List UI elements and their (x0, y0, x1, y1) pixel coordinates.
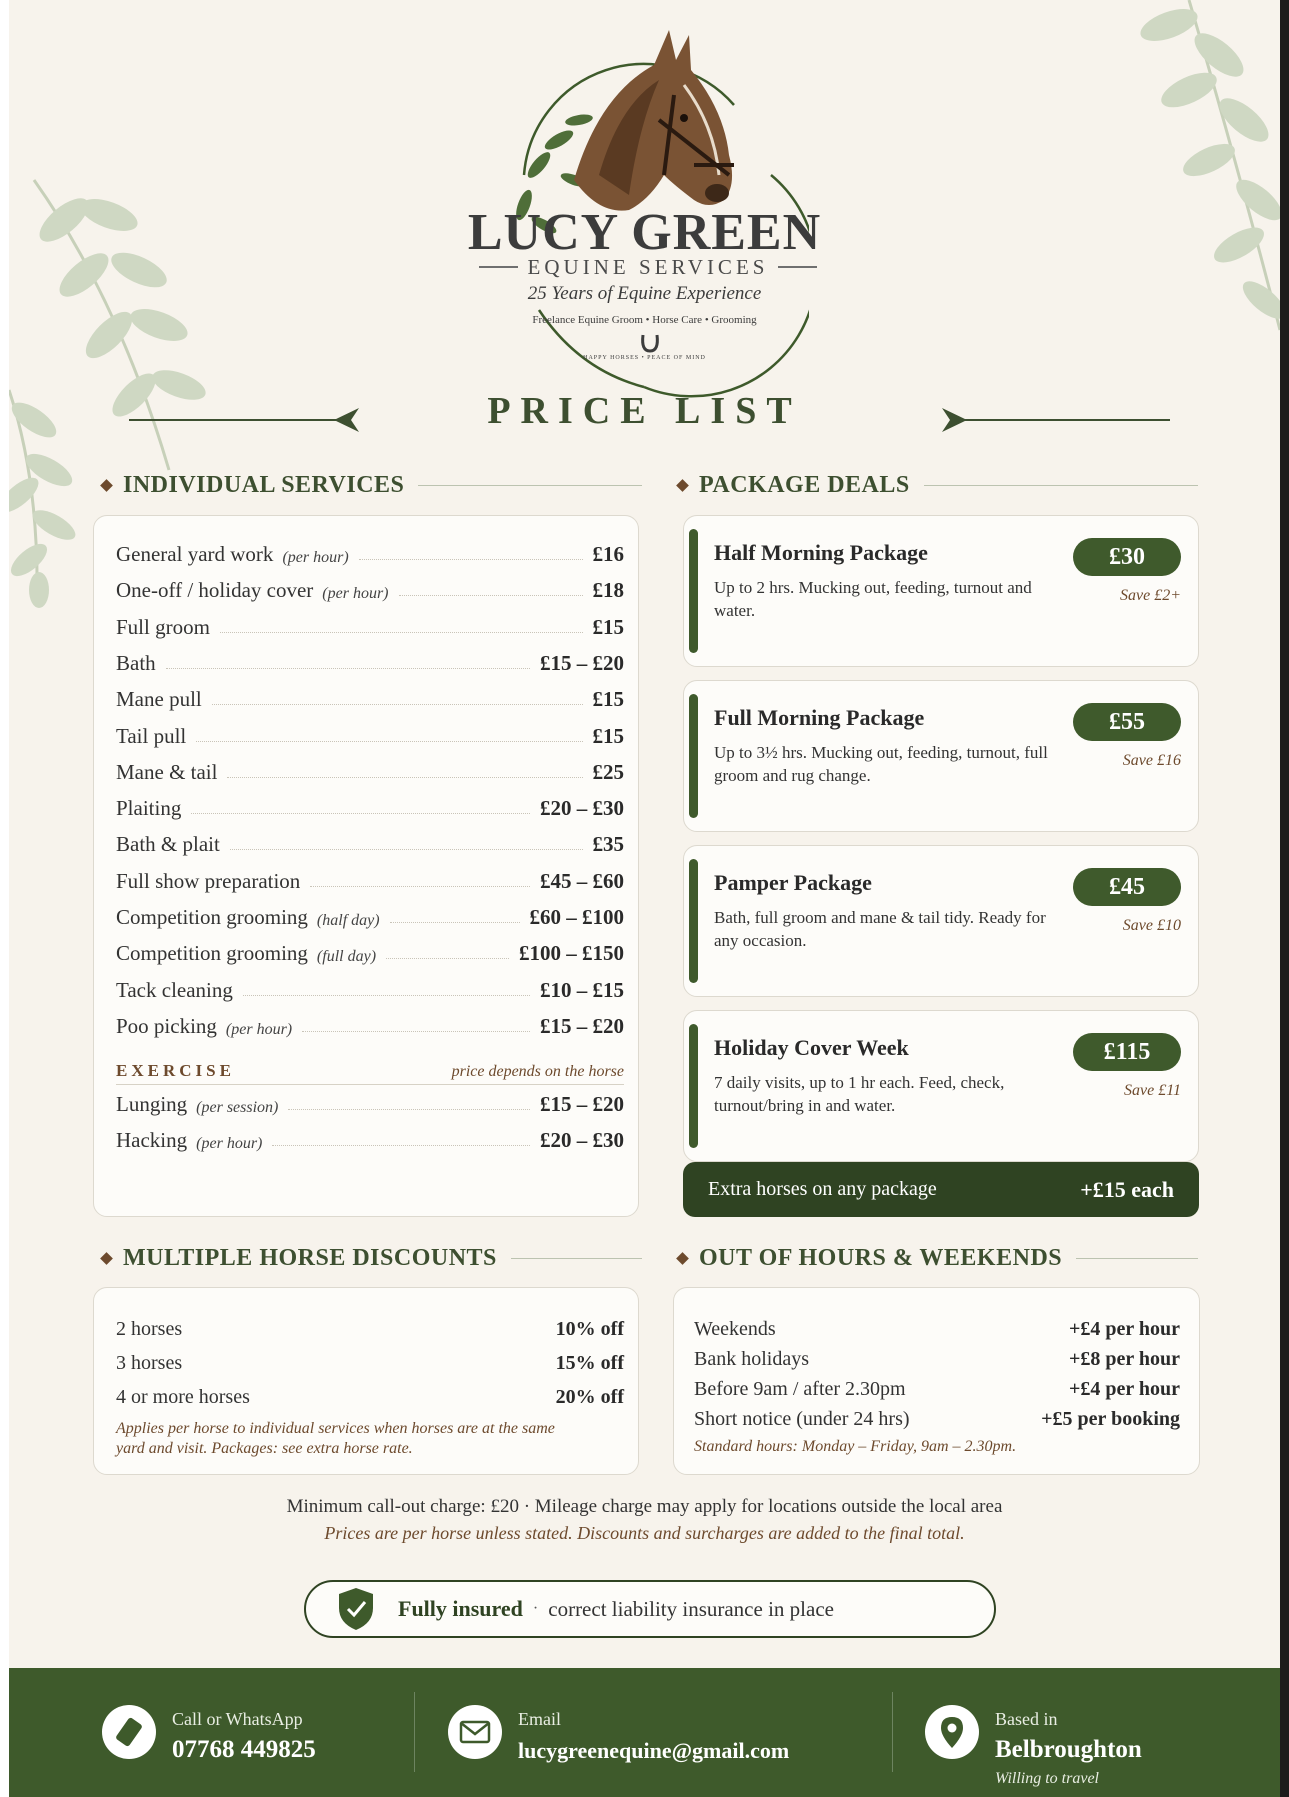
extra-horses-label: Extra horses on any package (708, 1178, 937, 1200)
discount-label: 4 or more horses (116, 1386, 250, 1408)
insured-text: correct liability insurance in place (548, 1596, 834, 1621)
surcharge-label: Bank holidays (694, 1348, 809, 1370)
surcharge-value: +£4 per hour (1068, 1318, 1180, 1340)
service-price: £20 – £30 (540, 796, 624, 821)
package-price-badge: £30 (1073, 538, 1181, 576)
service-row (116, 755, 624, 785)
surcharge-value: +£5 per booking (1041, 1408, 1180, 1430)
package-accent-bar (689, 694, 698, 818)
envelope-icon (448, 1705, 502, 1759)
service-row (116, 973, 624, 1003)
footer-divider (414, 1692, 415, 1772)
horse-head-icon (574, 30, 734, 211)
package-description: Up to 2 hrs. Mucking out, feeding, turnout and water. (714, 578, 1032, 620)
location-pin-icon (925, 1705, 979, 1759)
footer-divider (892, 1692, 893, 1772)
service-note: (per hour) (225, 1020, 293, 1038)
exercise-name: Hacking (116, 1128, 188, 1152)
package-card (683, 680, 1199, 832)
service-price: £100 – £150 (519, 941, 624, 966)
extra-horses-value: +£15 each (1080, 1176, 1174, 1202)
service-price: £15 – £20 (540, 1013, 624, 1038)
exercise-label: EXERCISE (116, 1061, 235, 1080)
service-name: Bath (116, 650, 156, 675)
service-name: One-off / holiday cover (116, 578, 314, 603)
call-out-note: Minimum call-out charge: £20 · Mileage charge may apply for locations outside the local area (286, 1496, 1003, 1517)
price-list-page (9, 0, 1280, 1797)
discount-row (116, 1313, 624, 1341)
service-row (116, 610, 624, 640)
service-price: £15 (592, 687, 624, 712)
exercise-price: £15 – £20 (540, 1092, 624, 1116)
service-note: (half day) (316, 912, 380, 929)
diamond-bullet-icon (676, 479, 689, 492)
service-name: Competition grooming (116, 941, 308, 966)
package-card (683, 845, 1199, 997)
dot-leader (227, 777, 582, 778)
brand-services-line: Freelance Equine Groom • Horse Care • Grooming (532, 314, 757, 326)
location-contact (925, 1668, 1245, 1797)
horseshoe-icon (639, 333, 661, 353)
insured-separator: · (532, 1600, 539, 1617)
service-row (116, 1009, 624, 1039)
package-card (683, 1010, 1199, 1162)
package-savings: Save £11 (1123, 1082, 1181, 1099)
service-row (116, 682, 624, 712)
dot-leader (212, 704, 583, 705)
brand-tiny-line: HAPPY HORSES • PEACE OF MIND (583, 355, 706, 361)
discount-label: 3 horses (116, 1352, 183, 1374)
package-savings: Save £16 (1122, 752, 1181, 769)
package-price-badge: £55 (1073, 703, 1181, 741)
diamond-bullet-icon (100, 1252, 113, 1265)
exercise-header (116, 1055, 624, 1085)
package-description: Bath, full groom and mane & tail tidy. Ready for any occasion. (714, 908, 1046, 950)
service-price: £15 (592, 614, 624, 639)
service-note: (per hour) (282, 549, 349, 566)
package-savings: Save £2+ (1120, 587, 1181, 604)
email-label: Email (518, 1709, 561, 1729)
exercise-note: (per hour) (196, 1135, 263, 1152)
out-of-hours-note: Standard hours: Monday – Friday, 9am – 2.30pm. (694, 1438, 1017, 1455)
service-name: Competition grooming (116, 905, 308, 929)
package-accent-bar (689, 1024, 698, 1148)
package-title: Half Morning Package (714, 540, 928, 565)
package-accent-bar (689, 859, 698, 983)
dot-leader (272, 1145, 530, 1146)
discount-row (116, 1347, 624, 1375)
package-price-badge: £115 (1073, 1033, 1181, 1071)
service-name: Full show preparation (116, 868, 301, 893)
service-price: £60 – £100 (529, 905, 624, 929)
email-address[interactable]: lucygreenequine@gmail.com (518, 1738, 790, 1763)
insured-strong: Fully insured (398, 1596, 523, 1621)
arrow-right-icon (937, 400, 1172, 440)
exercise-note: price depends on the horse (451, 1063, 624, 1080)
brand-logo (9, 0, 1280, 400)
package-description: 7 daily visits, up to 1 hr each. Feed, check, turnout/bring in and water. (714, 1073, 1005, 1115)
exercise-row (116, 1087, 624, 1117)
service-name: Plaiting (116, 796, 182, 821)
package-title: Pamper Package (714, 870, 872, 895)
exercise-row (116, 1123, 624, 1153)
diamond-bullet-icon (100, 479, 113, 492)
page-title: PRICE LIST (487, 390, 802, 432)
package-description: Up to 3½ hrs. Mucking out, feeding, turnout, full groom and rug change. (714, 743, 1048, 785)
service-name: Bath & plait (116, 832, 220, 857)
location-name: Belbroughton (995, 1736, 1142, 1763)
package-accent-bar (689, 529, 698, 653)
dot-leader (220, 632, 583, 633)
brand-name: LUCY GREEN (467, 204, 822, 261)
package-card (683, 515, 1199, 667)
phone-number[interactable]: 07768 449825 (172, 1736, 316, 1763)
section-heading-out-of-hours: OUT OF HOURS & WEEKENDS (678, 1243, 1198, 1273)
dot-leader (191, 813, 530, 814)
service-price: £25 (592, 759, 624, 784)
service-row (116, 573, 624, 603)
discount-row (116, 1381, 624, 1409)
service-row (116, 719, 624, 749)
email-contact[interactable] (448, 1668, 828, 1797)
surcharge-value: +£8 per hour (1068, 1348, 1180, 1370)
service-price: £15 (592, 723, 624, 748)
right-edge (1280, 0, 1289, 1797)
section-heading-individual: INDIVIDUAL SERVICES (102, 470, 642, 500)
dot-leader (310, 886, 530, 887)
service-price: £15 – £20 (540, 650, 624, 675)
exercise-price: £20 – £30 (540, 1128, 624, 1152)
discount-label: 2 horses (116, 1318, 183, 1340)
service-price: £45 – £60 (540, 868, 624, 893)
brand-subtitle: EQUINE SERVICES (527, 254, 769, 279)
service-name: General yard work (116, 542, 274, 566)
service-row (116, 827, 624, 857)
surcharge-row (694, 1343, 1180, 1371)
service-name: Poo picking (116, 1013, 217, 1038)
exercise-note: (per session) (196, 1099, 279, 1116)
discount-value: 15% off (555, 1352, 624, 1374)
phone-icon (102, 1705, 156, 1759)
dot-leader (386, 958, 509, 959)
left-edge (0, 0, 9, 1797)
dot-leader (166, 668, 530, 669)
service-row (116, 791, 624, 821)
section-heading-discounts: MULTIPLE HORSE DISCOUNTS (102, 1243, 642, 1273)
service-note: (per hour) (322, 585, 389, 603)
service-row (116, 537, 624, 567)
package-savings: Save £10 (1122, 917, 1181, 934)
brand-subtitle-row (479, 254, 817, 280)
surcharge-value: +£4 per hour (1068, 1378, 1180, 1400)
surcharge-row (694, 1313, 1180, 1341)
dot-leader (243, 995, 530, 996)
package-price-badge: £45 (1073, 868, 1181, 906)
service-row (116, 936, 624, 966)
dot-leader (288, 1109, 530, 1110)
service-name: Full groom (116, 614, 210, 639)
location-sub: Willing to travel (995, 1770, 1099, 1787)
service-name: Tack cleaning (116, 977, 233, 1002)
surcharge-label: Short notice (under 24 hrs) (694, 1408, 910, 1430)
service-price: £18 (592, 578, 624, 603)
shield-check-icon (336, 1586, 376, 1632)
surcharge-row (694, 1403, 1180, 1431)
dot-leader (230, 849, 583, 850)
dot-leader (390, 922, 520, 923)
service-row (116, 864, 624, 894)
dot-leader (399, 595, 583, 596)
service-price: £16 (592, 542, 624, 566)
insurance-badge (304, 1580, 996, 1638)
surcharge-label: Weekends (694, 1318, 776, 1340)
discounts-note: Applies per horse to individual services when horses are at the same yard and visit. Packages: see extra horse rate. (116, 1420, 555, 1457)
exercise-name: Lunging (116, 1092, 188, 1116)
phone-contact[interactable] (102, 1668, 422, 1797)
phone-label: Call or WhatsApp (172, 1709, 303, 1729)
dot-leader (196, 741, 582, 742)
extra-horses-banner (683, 1162, 1199, 1217)
service-name: Mane & tail (116, 759, 218, 784)
package-title: Full Morning Package (714, 705, 925, 730)
section-heading-packages: PACKAGE DEALS (678, 470, 1198, 500)
service-row (116, 646, 624, 676)
service-name: Mane pull (116, 687, 202, 712)
surcharge-label: Before 9am / after 2.30pm (694, 1378, 906, 1400)
package-title: Holiday Cover Week (714, 1035, 909, 1060)
contact-footer (9, 1668, 1280, 1797)
service-price: £10 – £15 (540, 977, 624, 1002)
service-row (116, 900, 624, 930)
service-price: £35 (592, 832, 624, 857)
dot-leader (302, 1031, 530, 1032)
pricing-note: Prices are per horse unless stated. Discounts and surcharges are added to the final total. (324, 1523, 965, 1543)
service-note: (full day) (316, 948, 377, 966)
discount-value: 20% off (555, 1386, 624, 1408)
location-label: Based in (995, 1709, 1058, 1729)
surcharge-row (694, 1373, 1180, 1401)
dot-leader (359, 559, 583, 560)
service-name: Tail pull (116, 723, 187, 748)
diamond-bullet-icon (676, 1252, 689, 1265)
discount-value: 10% off (555, 1318, 624, 1340)
brand-tagline: 25 Years of Equine Experience (527, 283, 762, 304)
